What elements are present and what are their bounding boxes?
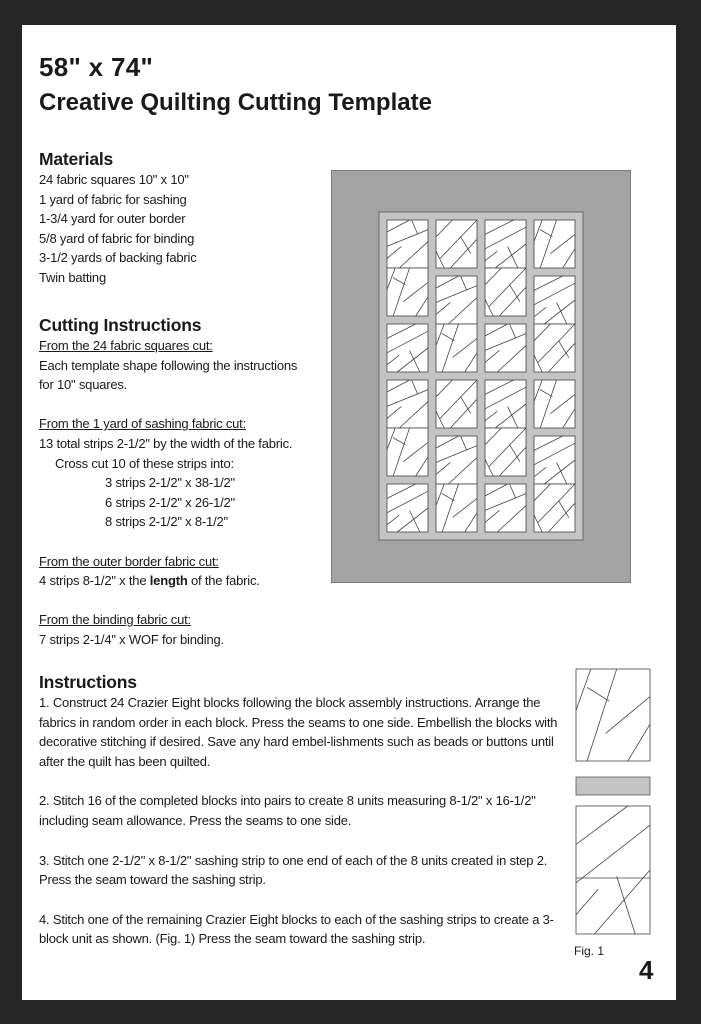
page-title: Creative Quilting Cutting Template (39, 89, 432, 116)
quilt-block (534, 276, 575, 324)
sashing-strip: 3 strips 2-1/2" x 38-1/2" (105, 475, 235, 491)
page (22, 25, 676, 1000)
quilt-block (387, 484, 428, 532)
border-bold-text: length (149, 573, 188, 589)
figure-1-diagram (575, 668, 651, 936)
border-text: of the fabric. (187, 573, 260, 589)
quilt-block (485, 220, 526, 268)
instruction-step: 4. Stitch one of the remaining Crazier Eight blocks to each of the sashing strips to create a 3-block unit as shown. (Fig. 1) Press the seam toward the sashing strip. (39, 911, 554, 947)
cutting-heading: Cutting Instructions (39, 315, 202, 335)
quilt-block (387, 324, 428, 372)
sashing-strip: 6 strips 2-1/2" x 26-1/2" (105, 494, 235, 510)
material-item: 24 fabric squares 10" x 10" (39, 172, 189, 187)
instruction-step: 3. Stitch one 2-1/2" x 8-1/2" sashing strip to one end of each of the 8 units created in step 2. Press the seam toward the sashing strip. (39, 852, 548, 888)
border-text: 4 strips 8-1/2" x the (39, 573, 150, 589)
material-item: 1-3/4 yard for outer border (39, 211, 186, 227)
instruction-step: 1. Construct 24 Crazier Eight blocks following the block assembly instructions. Arrange the fabrics in random order in each block. Press the seams to one side. Embellish the blocks with decorative stitching if desired. Save any hard embel-lishments such as beads or buttons until after the quilt has been quilted. (39, 695, 558, 769)
instructions-section (39, 671, 559, 969)
cutting-section (39, 314, 339, 650)
quilt-block (576, 669, 650, 761)
sashing-strip (576, 777, 650, 795)
material-item: 1 yard of fabric for sashing (39, 191, 187, 207)
quilt-size-title: 58" x 74" (39, 52, 154, 82)
sashing-crosscut: Cross cut 10 of these strips into: (55, 455, 234, 471)
binding-line: 7 strips 2-1/4" x WOF for binding. (39, 631, 224, 647)
sashing-line: 13 total strips 2-1/2" by the width of the fabric. (39, 435, 293, 451)
material-item: 3-1/2 yards of backing fabric (39, 250, 197, 266)
squares-label: From the 24 fabric squares cut: (39, 338, 213, 353)
quilt-block (576, 806, 650, 934)
quilt-block (485, 380, 526, 428)
materials-section (39, 148, 339, 288)
material-item: 5/8 yard of fabric for binding (39, 230, 195, 246)
border-line (39, 571, 339, 591)
figure-label: Fig. 1 (574, 944, 605, 958)
quilt-layout-diagram (331, 170, 631, 583)
border-label: From the outer border fabric cut: (39, 553, 219, 569)
sashing-strip: 8 strips 2-1/2" x 8-1/2" (105, 514, 228, 530)
quilt-block (534, 436, 575, 484)
instruction-step: 2. Stitch 16 of the completed blocks into pairs to create 8 units measuring 8-1/2" x 16-1/2" including seam allowance. Press the seams to one side. (39, 793, 536, 828)
instructions-heading: Instructions (39, 672, 137, 692)
page-number: 4 (639, 955, 654, 985)
materials-heading: Materials (39, 149, 114, 169)
squares-line: Each template shape following the instructions (39, 357, 298, 373)
binding-label: From the binding fabric cut: (39, 612, 191, 628)
material-item: Twin batting (39, 269, 106, 285)
sashing-label: From the 1 yard of sashing fabric cut: (39, 416, 246, 432)
squares-line: for 10" squares. (39, 377, 128, 393)
